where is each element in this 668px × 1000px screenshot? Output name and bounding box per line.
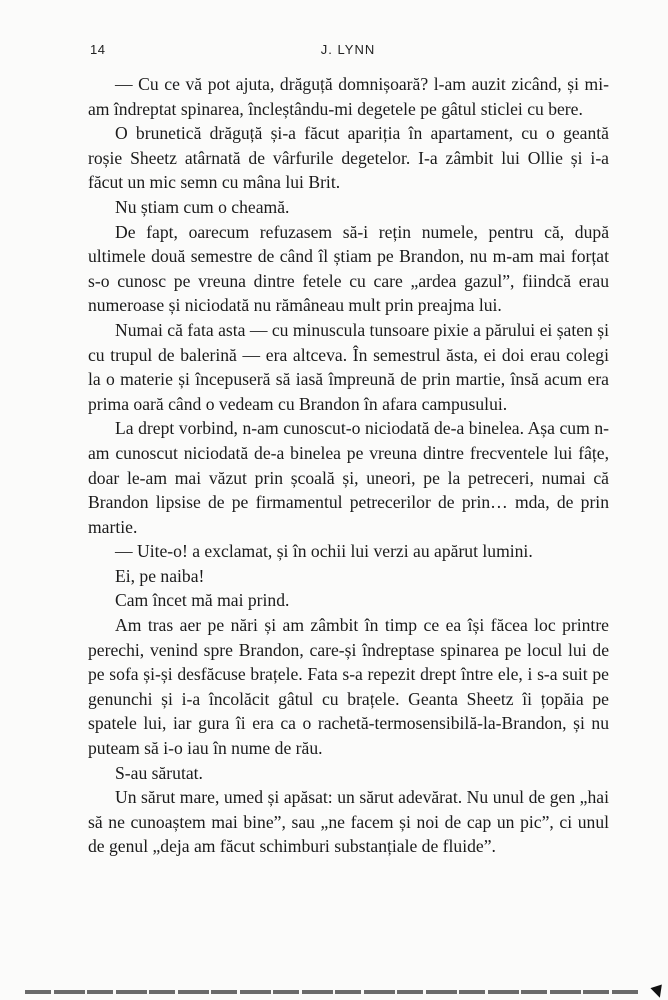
paragraph: — Uite-o! a exclamat, și în ochii lui verzi au apărut lumini. xyxy=(115,541,533,562)
paragraph: La drept vorbind, n-am cunoscut-o niciodată de-a binelea. Așa cum n-am cunoscut niciodată de-a binelea pe vreuna dintre frecventele lui fâțe, doar le-am mai văzut prin școală și, uneori, pe la petreceri, numai că Brandon lipsise de pe firmamentul petrecerilor de prin… mda, de prin martie. xyxy=(88,418,609,537)
paragraph: S-au sărutat. xyxy=(115,762,203,783)
body-text xyxy=(88,72,609,859)
running-head: J. LYNN xyxy=(320,42,376,57)
paragraph: Nu știam cum o cheamă. xyxy=(115,196,290,217)
paragraph: O brunetică drăguță și-a făcut apariția în apartament, cu o geantă roșie Sheetz atârnată de vârfurile degetelor. I-a zâmbit lui Ollie și i-a făcut un mic semn cu mâna lui Brit. xyxy=(88,123,609,193)
page-header xyxy=(88,42,608,66)
paragraph: Ei, pe naiba! xyxy=(115,565,205,586)
paragraph: De fapt, oarecum refuzasem să-i rețin numele, pentru că, după ultimele două semestre de când îl știam pe Brandon, nu m-am mai forțat s-o cunosc pe vreuna dintre fetele cu care „ardea gazul”, fiindcă erau numeroase și niciodată nu rămâneau mult prin preajma lui. xyxy=(88,221,609,316)
paragraph: Cam încet mă mai prind. xyxy=(115,590,290,611)
paragraph: Un sărut mare, umed și apăsat: un sărut adevărat. Nu unul de gen „hai să ne cunoaștem mai bine”, sau „ne facem și noi de cap un pic”, ci unul de genul „deja am făcut schimburi substanțiale de fluide”. xyxy=(88,787,609,857)
paragraph: Am tras aer pe nări și am zâmbit în timp ce ea își făcea loc printre perechi, venind spre Brandon, care-și îndreptase spinarea pe locul lui de pe sofa și-și desfăcuse brațele. Fata s-a repezit drept între ele, i s-a suit pe genunchi și i-a încolăcit gâtul cu brațele. Geanta Sheetz îi țopăia pe spatele lui, iar gura îi era ca o rachetă-termosensibilă-la-Brandon, și nu puteam să i-o iau în nume de rău. xyxy=(88,615,609,759)
paragraph: — Cu ce vă pot ajuta, drăguță domnișoară? l-am auzit zicând, și mi-am îndreptat spinarea, încleștându-mi degetele pe gâtul sticlei cu bere. xyxy=(88,74,609,119)
corner-mark-icon xyxy=(650,984,665,999)
page-number: 14 xyxy=(90,42,106,57)
scan-edge-rule xyxy=(25,990,638,994)
paragraph: Numai că fata asta — cu minuscula tunsoare pixie a părului ei șaten și cu trupul de balerină — era altceva. În semestrul ăsta, ei doi erau colegi la o materie și începuseră să iasă împreună de prin martie, însă acum era prima oară când o vedeam cu Brandon în afara campusului. xyxy=(88,319,609,414)
